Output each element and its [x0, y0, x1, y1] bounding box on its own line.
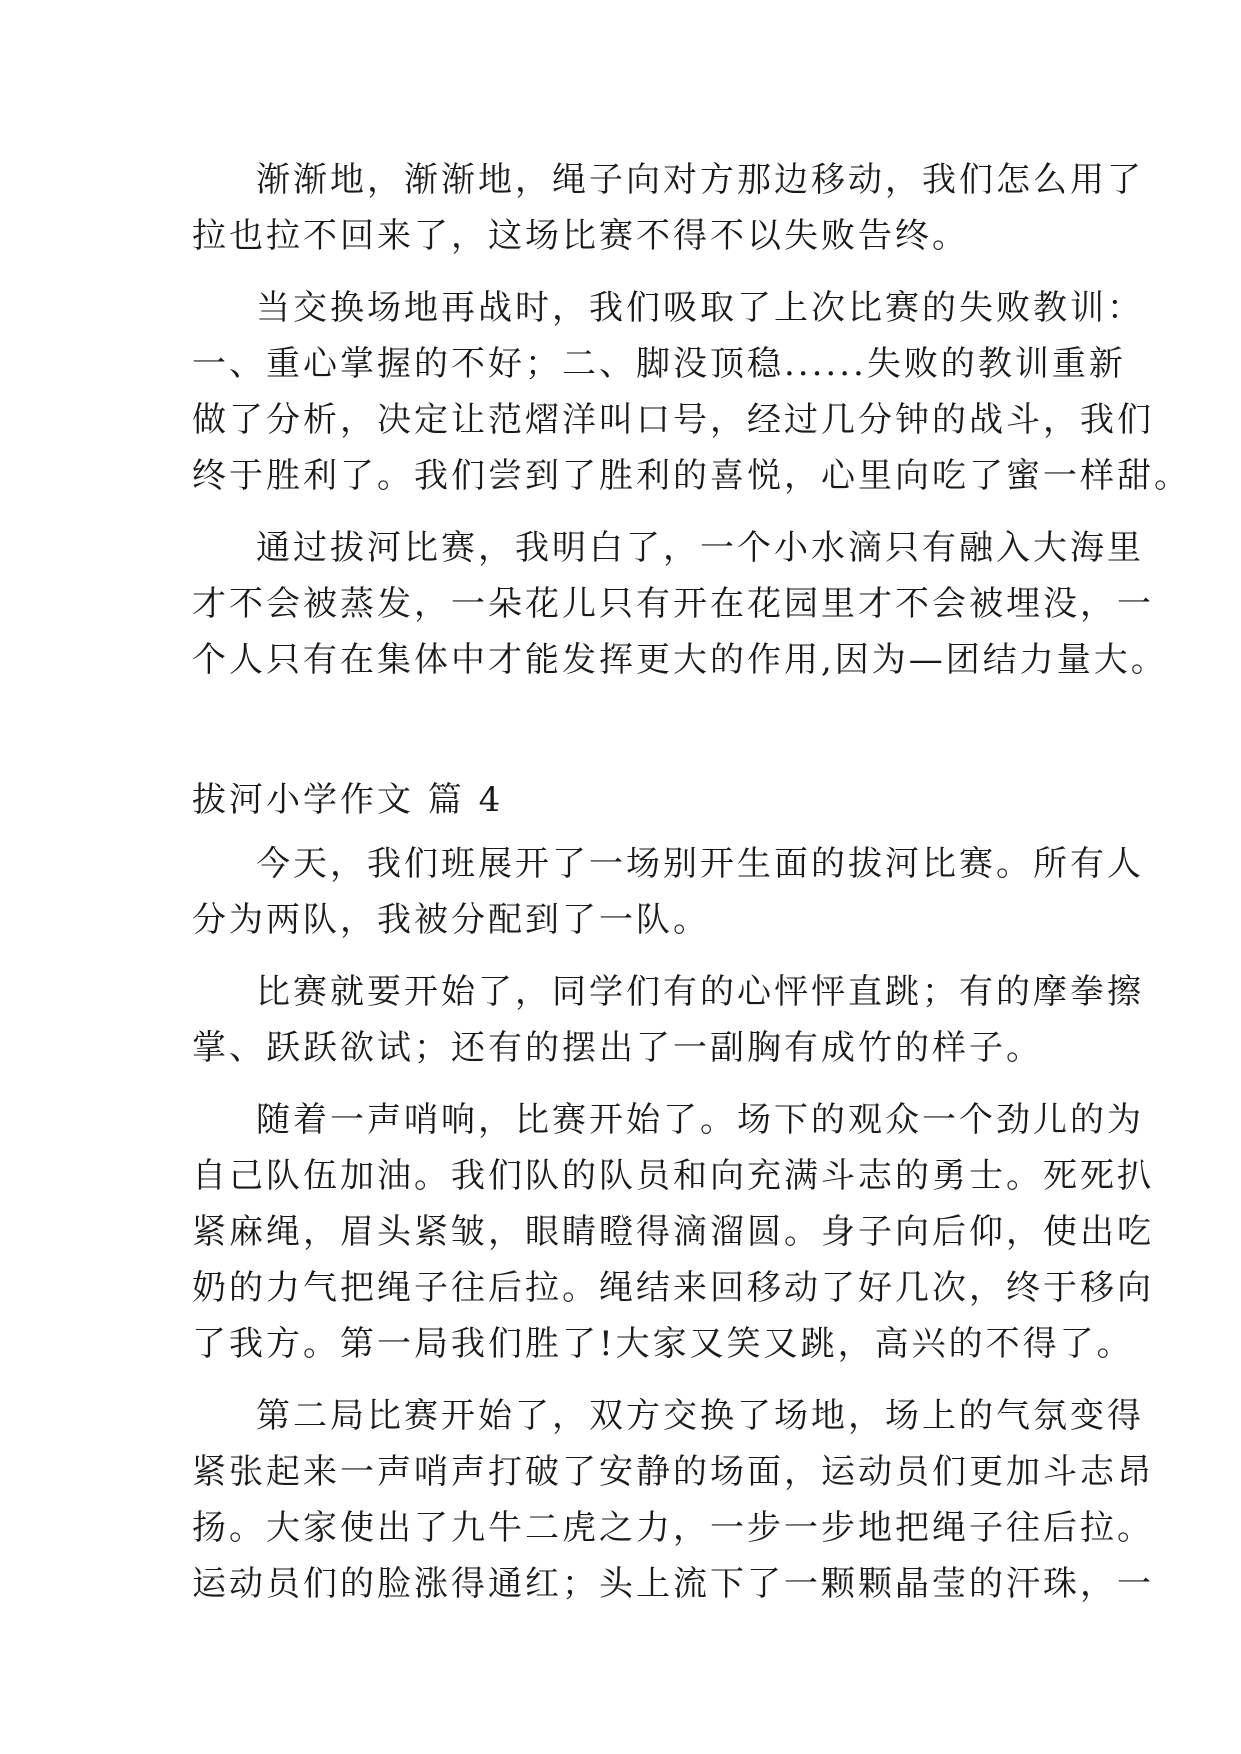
- text-line: 渐渐地，渐渐地，绳子向对方那边移动，我们怎么用了: [256, 160, 1144, 200]
- paragraph-3: [192, 520, 1168, 688]
- text-line: 掌、跃跃欲试；还有的摆出了一副胸有成竹的样子。: [192, 1028, 1043, 1068]
- section-gap: [192, 704, 1072, 734]
- text-line: 比赛就要开始了，同学们有的心怦怦直跳；有的摩拳擦: [256, 972, 1144, 1012]
- text-line: 拉也拉不回来了，这场比赛不得不以失败告终。: [192, 216, 969, 256]
- text-line: 做了分析，决定让范熠洋叫口号，经过几分钟的战斗，我们: [192, 400, 1154, 440]
- text-line: 今天，我们班展开了一场别开生面的拔河比赛。所有人: [256, 844, 1144, 884]
- text-line: 当交换场地再战时，我们吸取了上次比赛的失败教训：: [256, 288, 1144, 328]
- section-heading: 拔河小学作文 篇 4: [192, 780, 504, 820]
- text-line: 个人只有在集体中才能发挥更大的作用,因为—团结力量大。: [192, 640, 1168, 680]
- paragraph-2: [192, 280, 1191, 504]
- paragraph-6: [192, 1092, 1154, 1372]
- text-line: 一、重心掌握的不好；二、脚没顶稳......失败的教训重新: [192, 344, 1126, 384]
- text-line: 扬。大家使出了九牛二虎之力，一步一步地把绳子往后拉。: [192, 1508, 1154, 1548]
- paragraph-5: [192, 964, 1144, 1076]
- text-line: 分为两队，我被分配到了一队。: [192, 900, 710, 940]
- paragraph-1: [192, 152, 1144, 264]
- text-line: 了我方。第一局我们胜了!大家又笑又跳，高兴的不得了。: [192, 1324, 1134, 1364]
- text-line: 通过拔河比赛，我明白了，一个小水滴只有融入大海里: [256, 528, 1144, 568]
- text-line: 随着一声哨响，比赛开始了。场下的观众一个劲儿的为: [256, 1100, 1144, 1140]
- text-line: 紧张起来一声哨声打破了安静的场面，运动员们更加斗志昂: [192, 1452, 1154, 1492]
- text-line: 紧麻绳，眉头紧皱，眼睛瞪得滴溜圆。身子向后仰，使出吃: [192, 1212, 1154, 1252]
- text-line: 终于胜利了。我们尝到了胜利的喜悦，心里向吃了蜜一样甜。: [192, 456, 1191, 496]
- text-line: 运动员们的脸涨得通红；头上流下了一颗颗晶莹的汗珠，一: [192, 1564, 1154, 1604]
- text-line: 第二局比赛开始了，双方交换了场地，场上的气氛变得: [256, 1396, 1144, 1436]
- text-line: 才不会被蒸发，一朵花儿只有开在花园里才不会被埋没，一: [192, 584, 1154, 624]
- paragraph-7: [192, 1388, 1154, 1612]
- text-line: 自己队伍加油。我们队的队员和向充满斗志的勇士。死死扒: [192, 1156, 1154, 1196]
- document-body: [192, 152, 1191, 1628]
- text-line: 奶的力气把绳子往后拉。绳结来回移动了好几次，终于移向: [192, 1268, 1154, 1308]
- paragraph-4: [192, 836, 1144, 948]
